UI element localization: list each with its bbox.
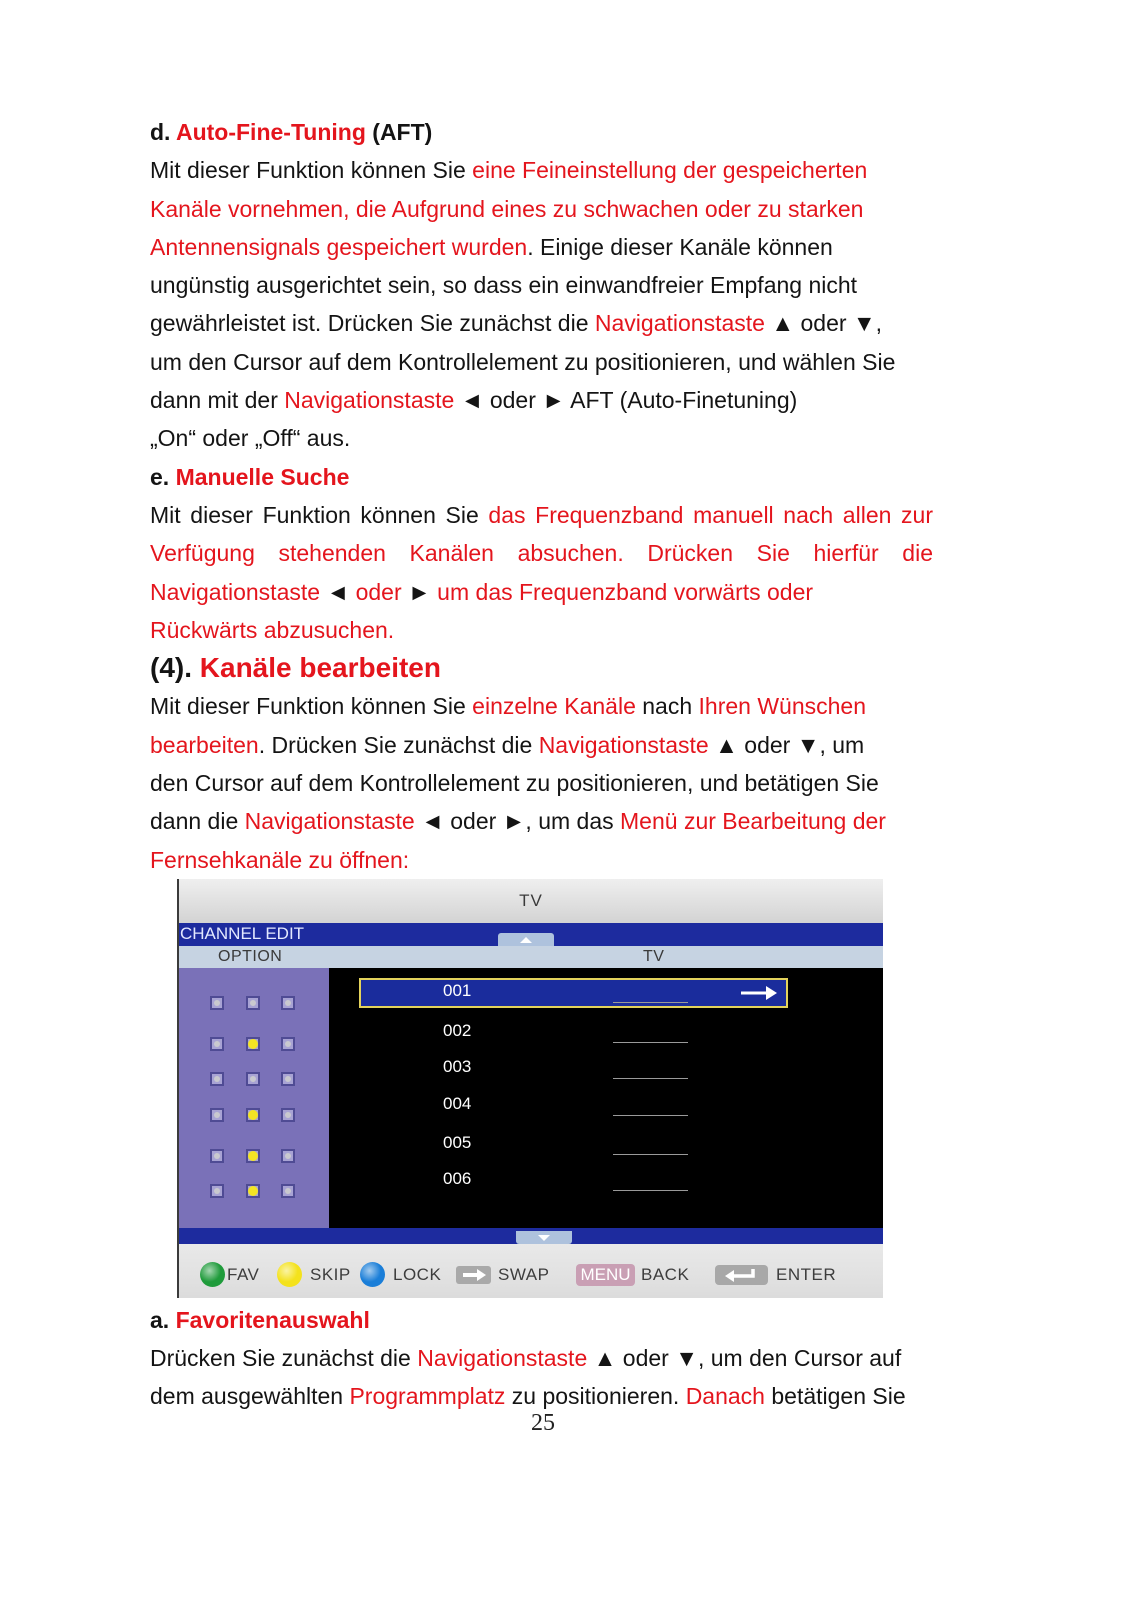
column-header-row (179, 946, 883, 968)
lower-text-block (150, 1301, 933, 1415)
menu-name: CHANNEL EDIT (180, 924, 305, 943)
lock-option-icon (281, 1149, 295, 1163)
text-run: e. (150, 463, 176, 490)
lock-option-icon (281, 1037, 295, 1051)
skip-option-icon (246, 996, 260, 1010)
text-line (150, 343, 933, 381)
triangle-down-icon (538, 1235, 550, 1241)
text-run: dem ausgewählten (150, 1383, 350, 1409)
lock-option-icon (281, 1184, 295, 1198)
highlighted-text-run: Fernsehkanäle zu öffnen: (150, 846, 410, 873)
highlighted-text-run: Navigationstaste (417, 1345, 588, 1371)
text-run: Mit dieser Funktion können Sie (150, 693, 473, 720)
blue-circle-icon (360, 1262, 385, 1287)
highlighted-text-run: Favoritenauswahl (175, 1307, 370, 1333)
enter-legend-label: ENTER (776, 1265, 837, 1284)
highlighted-text-run: um das Frequenzband vorwärts oder (430, 578, 814, 605)
highlighted-text-run: Kanäle bearbeiten (199, 652, 441, 684)
highlighted-text-run: Rückwärts abzusuchen. (150, 616, 395, 643)
channel-number: 005 (443, 1133, 472, 1152)
text-run: ▲ oder ▼, um den Cursor auf (587, 1345, 902, 1371)
text-run: . Drücken Sie zunächst die (258, 731, 539, 758)
text-line (150, 687, 933, 725)
text-line (150, 802, 933, 840)
channel-number: 006 (443, 1169, 472, 1188)
text-run: zu positionieren. (505, 1383, 686, 1409)
highlighted-text-run: Danach (685, 1383, 765, 1409)
menu-key-cap: MENU (576, 1264, 635, 1286)
text-line (150, 228, 933, 266)
text-line (150, 534, 933, 572)
channel-row (359, 978, 788, 1008)
highlighted-text-run: Menü zur Bearbeitung der (620, 808, 886, 835)
highlighted-text-run: eine Feineinstellung der gespeicherten (472, 157, 868, 184)
highlighted-text-run: Navigationstaste (244, 808, 415, 835)
back-legend-label: BACK (641, 1265, 690, 1284)
channel-row (359, 1166, 788, 1196)
highlighted-text-run: Antennensignals gespeichert wurden (150, 233, 528, 260)
text-run: . Einige dieser Kanäle können (527, 233, 833, 260)
highlighted-text-run: Navigationstaste (594, 310, 765, 337)
channel-name-placeholder (613, 1042, 688, 1043)
section-heading-favorites (150, 1301, 933, 1339)
channel-number: 001 (443, 981, 472, 1000)
fav-option-icon (210, 1149, 224, 1163)
highlighted-text-run: bearbeiten (150, 731, 259, 758)
lock-option-icon (281, 1108, 295, 1122)
upper-text-block (150, 113, 933, 879)
text-run: betätigen Sie (764, 1383, 906, 1409)
text-run: dann die (150, 808, 245, 835)
text-run: a. (150, 1307, 176, 1333)
highlighted-text-run: Programmplatz (349, 1383, 506, 1409)
skip-option-icon (246, 1037, 260, 1051)
lock-option-icon (281, 1072, 295, 1086)
text-run: Mit dieser Funktion können Sie (150, 157, 473, 184)
highlighted-text-run: einzelne Kanäle (472, 693, 636, 720)
text-run: Drücken Sie zunächst die (150, 1345, 418, 1371)
channel-number: 004 (443, 1094, 472, 1113)
section-heading-aft (150, 113, 933, 151)
text-run: Mit dieser Funktion können Sie (150, 501, 489, 528)
page-number: 25 (531, 1410, 555, 1436)
skip-option-icon (246, 1072, 260, 1086)
channel-name-placeholder (613, 1154, 688, 1155)
text-run: ► (408, 578, 431, 605)
text-line (150, 419, 933, 457)
channel-row (359, 1130, 788, 1160)
text-line (150, 611, 933, 649)
highlighted-text-run: Kanäle vornehmen, die Aufgrund eines zu schwachen oder zu starken (150, 195, 864, 222)
highlighted-text-run: Verfügung stehenden Kanälen absuchen. Drücken Sie hierfür die (150, 540, 933, 567)
text-run: ◄ (326, 578, 350, 605)
highlighted-text-run: Manuelle Suche (175, 463, 350, 490)
option-column-header: OPTION (218, 948, 283, 965)
triangle-up-icon (520, 937, 532, 943)
text-line (150, 190, 933, 228)
text-run: „On“ oder „Off“ aus. (150, 425, 351, 452)
text-line (150, 573, 933, 611)
fav-option-icon (210, 1072, 224, 1086)
text-run: d. (150, 119, 176, 145)
section-heading-channel-edit (150, 649, 933, 687)
yellow-circle-icon (277, 1262, 302, 1287)
scroll-up-button (498, 933, 554, 946)
tv-title: TV (519, 891, 543, 910)
section-heading-manual-search (150, 458, 933, 496)
skip-option-icon (246, 1184, 260, 1198)
swap-legend-label: SWAP (498, 1265, 550, 1284)
skip-option-icon (246, 1149, 260, 1163)
channel-name-placeholder (613, 1190, 688, 1191)
fav-legend-label: FAV (227, 1265, 260, 1284)
scroll-down-button (516, 1231, 572, 1244)
channel-number: 003 (443, 1057, 472, 1076)
fav-option-icon (210, 1108, 224, 1122)
enter-key-icon (715, 1265, 768, 1285)
channel-row (359, 1018, 788, 1048)
fav-option-icon (210, 1184, 224, 1198)
channel-name-placeholder (613, 1115, 688, 1116)
text-run: ◄ oder ►, um das (414, 808, 621, 835)
channel-row (359, 1091, 788, 1121)
channel-name-placeholder (613, 1078, 688, 1079)
text-line (150, 266, 933, 304)
fav-option-icon (210, 996, 224, 1010)
channel-edit-menu-screenshot (177, 879, 883, 1298)
highlighted-text-run: Navigationstaste (150, 578, 327, 605)
text-run: (4). (150, 652, 200, 684)
text-line (150, 496, 933, 534)
arrow-right-icon (740, 985, 778, 1001)
swap-arrow-icon (456, 1266, 491, 1284)
text-run: nach (635, 693, 699, 720)
highlighted-text-run: Ihren Wünschen (698, 693, 866, 720)
highlighted-text-run: oder (349, 578, 409, 605)
green-circle-icon (200, 1262, 225, 1287)
text-run: den Cursor auf dem Kontrollelement zu positionieren, und betätigen Sie (150, 770, 879, 797)
text-run: ▲ oder ▼, um (708, 731, 865, 758)
text-run: dann mit der (150, 387, 285, 414)
text-line (150, 381, 933, 419)
fav-option-icon (210, 1037, 224, 1051)
text-run: gewährleistet ist. Drücken Sie zunächst die (150, 310, 595, 337)
text-run: ungünstig ausgerichtet sein, so dass ein einwandfreier Empfang nicht (150, 272, 858, 299)
tv-title-bar (179, 879, 883, 923)
text-line (150, 1339, 933, 1377)
skip-legend-label: SKIP (310, 1265, 351, 1284)
text-line (150, 726, 933, 764)
text-run: ▲ oder ▼, (764, 310, 883, 337)
channel-name-placeholder (613, 1002, 688, 1003)
highlighted-text-run: Navigationstaste (538, 731, 709, 758)
channel-row (359, 1054, 788, 1084)
highlighted-text-run: das Frequenzband manuell nach allen zur (488, 501, 933, 528)
text-line (150, 841, 933, 879)
channel-number: 002 (443, 1021, 472, 1040)
text-run: (AFT) (365, 119, 433, 145)
highlighted-text-run: Navigationstaste (284, 387, 455, 414)
text-line (150, 151, 933, 189)
skip-option-icon (246, 1108, 260, 1122)
text-run: ◄ oder ► AFT (Auto-Finetuning) (454, 387, 798, 414)
lock-legend-label: LOCK (393, 1265, 442, 1284)
lock-option-icon (281, 996, 295, 1010)
text-line (150, 764, 933, 802)
source-column-header: TV (643, 948, 665, 965)
text-line (150, 304, 933, 342)
highlighted-text-run: Auto-Fine-Tuning (175, 119, 366, 145)
text-run: um den Cursor auf dem Kontrollelement zu positionieren, und wählen Sie (150, 348, 896, 375)
